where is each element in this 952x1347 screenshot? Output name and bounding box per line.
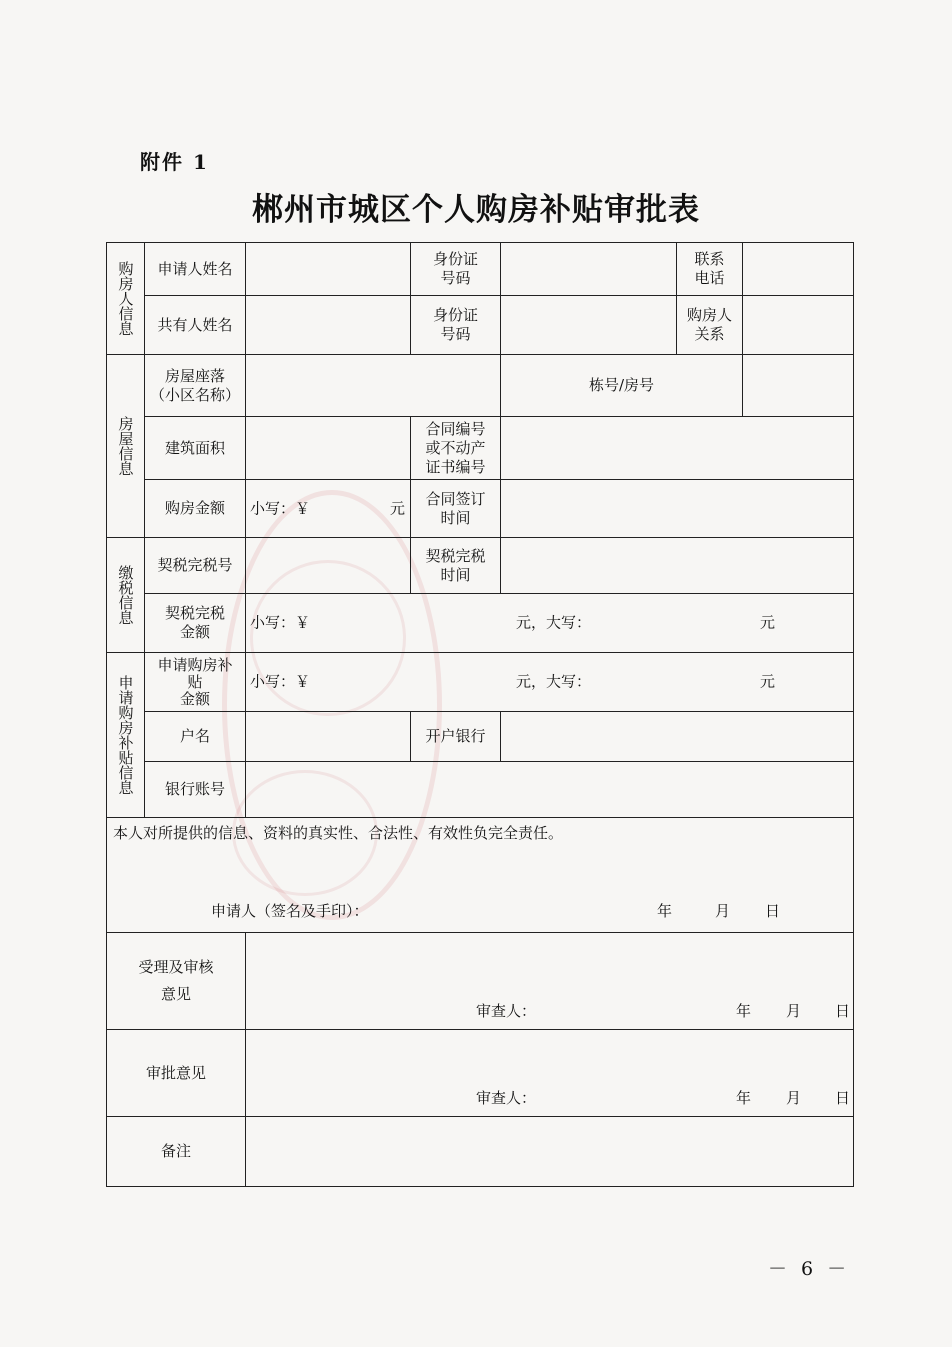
label-price: 购房金额 [145, 480, 246, 538]
field-tax-time[interactable] [501, 538, 854, 594]
page-number: － 6 － [768, 1258, 851, 1280]
section-tax: 缴税信息 [107, 538, 145, 653]
label-co-owner-id: 身份证 号码 [411, 296, 501, 355]
subsidy-yuan-big-label: 元，大写： [516, 672, 592, 691]
price-small-label: 小写：￥ [250, 499, 311, 517]
label-contract-time: 合同签订 时间 [411, 480, 501, 538]
field-price[interactable] [246, 480, 411, 538]
approval-reviewer-label: 审查人： [476, 1089, 537, 1107]
section-house: 房屋信息 [107, 355, 145, 538]
field-contract-no[interactable] [501, 417, 854, 480]
field-approval[interactable] [246, 1030, 854, 1117]
declaration-cell[interactable] [107, 818, 854, 933]
field-id-number[interactable] [501, 243, 677, 296]
field-area[interactable] [246, 417, 411, 480]
declaration-year: 年 [657, 902, 673, 920]
approval-form-table [106, 242, 854, 1187]
label-contract-no: 合同编号 或不动产 证书编号 [411, 417, 501, 480]
field-co-owner-name[interactable] [246, 296, 411, 355]
label-subsidy-amount: 申请购房补 贴 金额 [145, 653, 246, 712]
label-remark: 备注 [107, 1117, 246, 1187]
review-reviewer-label: 审查人： [476, 1002, 537, 1020]
approval-day: 日 [835, 1089, 851, 1107]
field-contract-time[interactable] [501, 480, 854, 538]
field-co-owner-id[interactable] [501, 296, 677, 355]
field-account-no[interactable] [246, 762, 854, 818]
declaration-day: 日 [765, 902, 781, 920]
tax-small-label: 小写：￥ [250, 613, 311, 632]
tax-yuan-big-label: 元，大写： [516, 613, 592, 632]
attachment-label: 附件 1 [140, 150, 209, 174]
label-review: 受理及审核 意见 [107, 933, 246, 1030]
field-location[interactable] [246, 355, 501, 417]
form-title: 郴州市城区个人购房补贴审批表 [252, 192, 700, 228]
label-tax-time: 契税完税 时间 [411, 538, 501, 594]
label-tax-amount: 契税完税 金额 [145, 594, 246, 653]
approval-month: 月 [786, 1089, 802, 1107]
label-applicant-name: 申请人姓名 [145, 243, 246, 296]
field-relation[interactable] [743, 296, 854, 355]
field-tax-amount[interactable] [246, 594, 854, 653]
label-phone: 联系 电话 [677, 243, 743, 296]
field-tax-no[interactable] [246, 538, 411, 594]
field-bank[interactable] [501, 712, 854, 762]
subsidy-yuan-end-label: 元 [760, 672, 776, 691]
price-yuan-label: 元 [390, 499, 406, 517]
label-tax-no: 契税完税号 [145, 538, 246, 594]
field-subsidy-amount[interactable] [246, 653, 854, 712]
label-location: 房屋座落 （小区名称） [145, 355, 246, 417]
label-bank: 开户银行 [411, 712, 501, 762]
field-remark[interactable] [246, 1117, 854, 1187]
label-building-room: 栋号/房号 [501, 355, 743, 417]
review-month: 月 [786, 1002, 802, 1020]
tax-yuan-end-label: 元 [760, 613, 776, 632]
review-year: 年 [736, 1002, 752, 1020]
approval-year: 年 [736, 1089, 752, 1107]
section-subsidy: 申请购房补贴信息 [107, 653, 145, 818]
label-relation: 购房人 关系 [677, 296, 743, 355]
label-account-no: 银行账号 [145, 762, 246, 818]
label-approval: 审批意见 [107, 1030, 246, 1117]
field-account-name[interactable] [246, 712, 411, 762]
label-co-owner-name: 共有人姓名 [145, 296, 246, 355]
field-applicant-name[interactable] [246, 243, 411, 296]
field-phone[interactable] [743, 243, 854, 296]
declaration-month: 月 [715, 902, 731, 920]
field-building-room[interactable] [743, 355, 854, 417]
subsidy-small-label: 小写：￥ [250, 672, 311, 691]
section-buyer: 购房人信息 [107, 243, 145, 355]
signature-label: 申请人（签名及手印）： [211, 902, 369, 920]
review-day: 日 [835, 1002, 851, 1020]
label-area: 建筑面积 [145, 417, 246, 480]
label-id-number: 身份证 号码 [411, 243, 501, 296]
field-review[interactable] [246, 933, 854, 1030]
label-account-name: 户名 [145, 712, 246, 762]
declaration-statement: 本人对所提供的信息、资料的真实性、合法性、有效性负完全责任。 [113, 824, 564, 842]
